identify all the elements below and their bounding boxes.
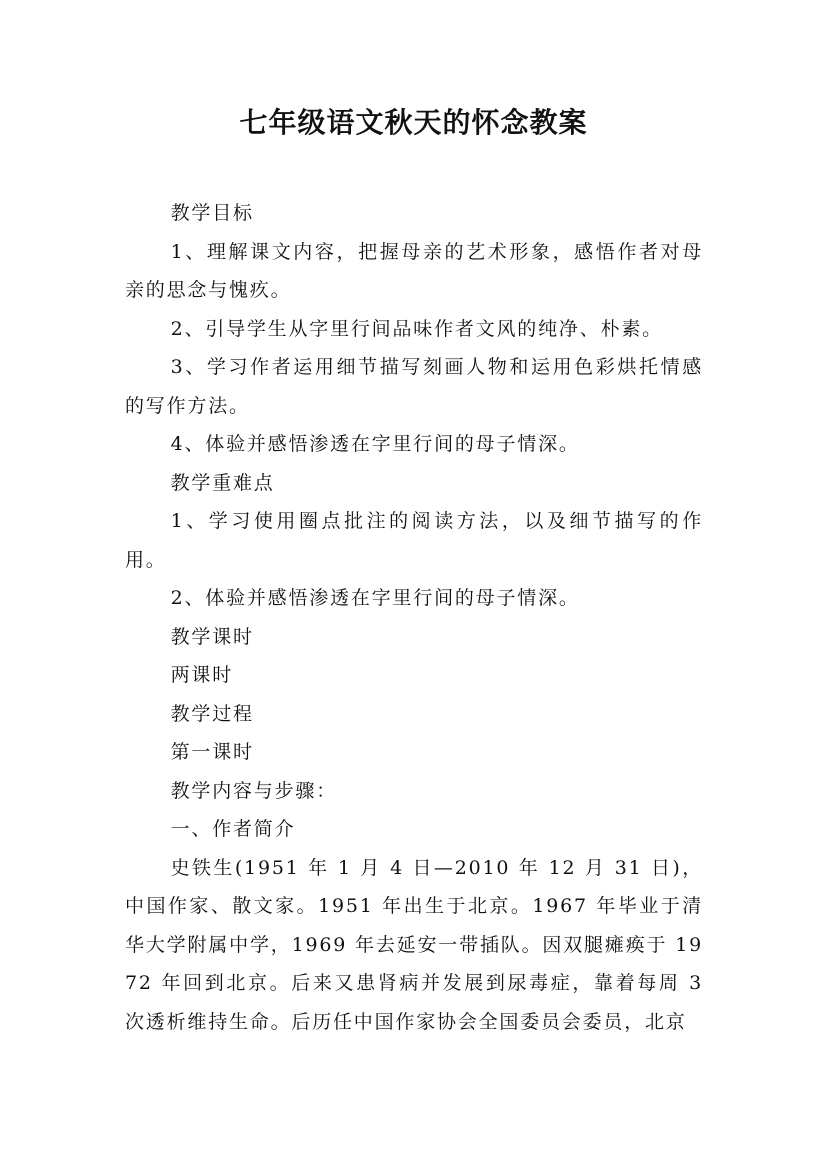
lesson-heading-first: 第一课时	[170, 741, 254, 763]
document-title: 七年级语文秋天的怀念教案	[239, 106, 588, 139]
key-point-item-2: 2、体验并感悟渗透在字里行间的母子情深。	[170, 587, 580, 609]
section-heading-objectives: 教学目标	[170, 202, 254, 224]
periods-value: 两课时	[170, 664, 233, 686]
key-point-item-1: 1、学习使用圈点批注的阅读方法，以及细节描写的作用。	[125, 510, 703, 571]
objective-item-4: 4、体验并感悟渗透在字里行间的母子情深。	[170, 433, 580, 455]
section-heading-key-points: 教学重难点	[170, 471, 275, 494]
document-body	[125, 194, 703, 1041]
content-steps-heading: 教学内容与步骤：	[170, 779, 337, 802]
author-intro-paragraph: 史铁生(1951 年 1 月 4 日—2010 年 12 月 31 日)，中国作家、散文家。1951 年出生于北京。1967 年毕业于清华大学附属中学，1969 年去延安一带插队。因双腿瘫痪于 1972 年回到北京。后来又患肾病并发展到尿毒症，靠着每周 3 次透析维持生命。后历任中国作家协会全国委员会委员，北京	[125, 856, 703, 1033]
objective-item-1: 1、理解课文内容，把握母亲的艺术形象，感悟作者对母亲的思念与愧疚。	[125, 240, 703, 301]
section-heading-process: 教学过程	[170, 702, 254, 725]
section-heading-periods: 教学课时	[170, 625, 254, 648]
objective-item-3: 3、学习作者运用细节描写刻画人物和运用色彩烘托情感的写作方法。	[125, 356, 703, 417]
objective-item-2: 2、引导学生从字里行间品味作者文风的纯净、朴素。	[170, 317, 663, 340]
author-intro-heading: 一、作者简介	[170, 818, 296, 840]
